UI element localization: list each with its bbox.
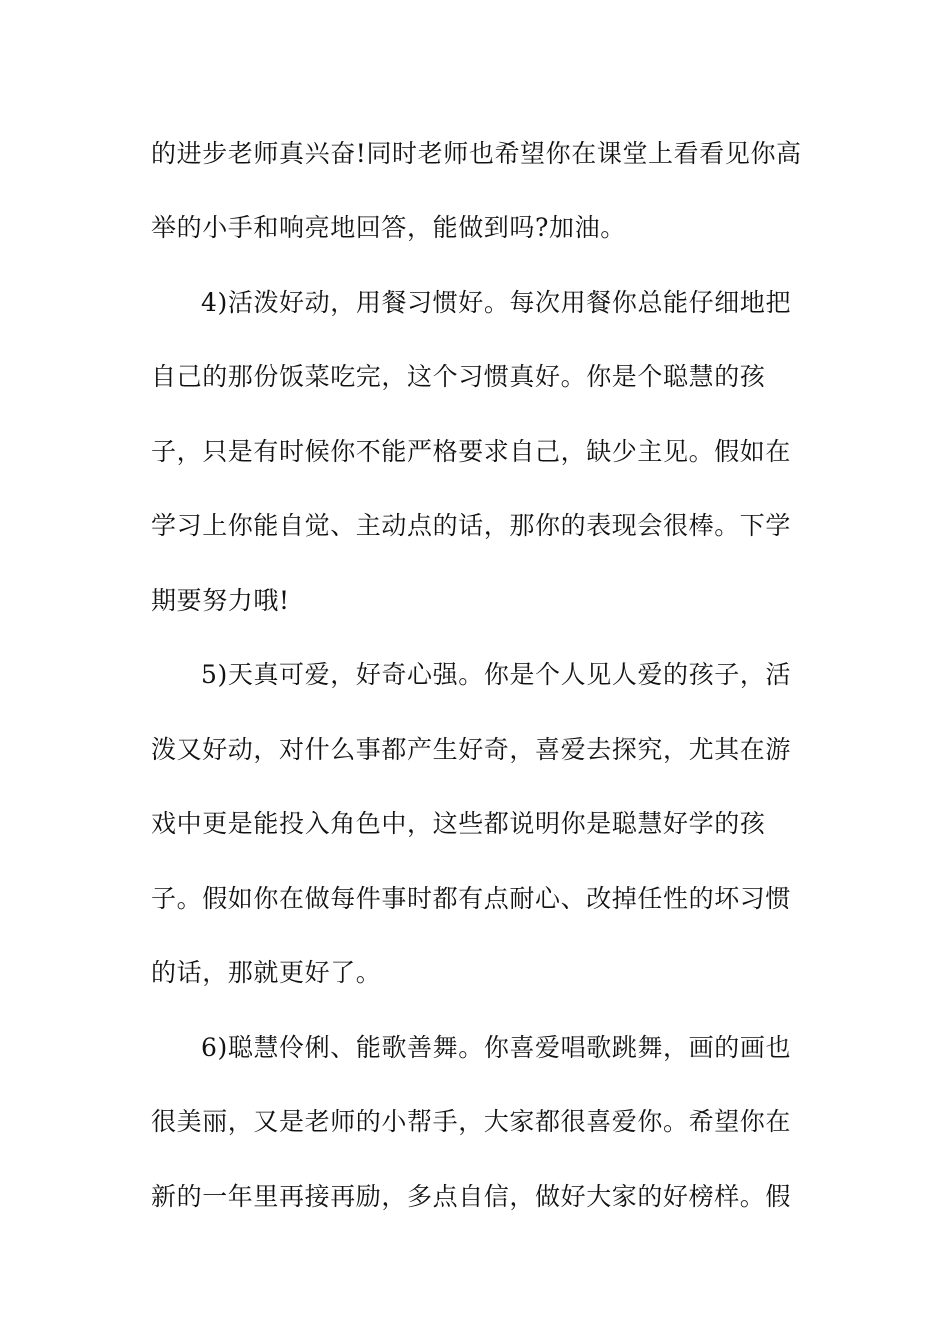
- text-line-1: 的进步老师真兴奋!同时老师也希望你在课堂上看看见你高: [151, 139, 802, 168]
- text-line-10: 戏中更是能投入角色中，这些都说明你是聪慧好学的孩: [151, 809, 766, 838]
- text-line-9: 泼又好动，对什么事都产生好奇，喜爱去探究，尤其在游: [151, 735, 792, 764]
- text-line-12: 的话，那就更好了。: [151, 958, 382, 987]
- paragraph-5-first-line: 5)天真可爱，好奇心强。你是个人见人爱的孩子，活: [201, 660, 792, 689]
- text-line-7: 期要努力哦!: [151, 586, 290, 615]
- paragraph-4-first-line: 4)活泼好动，用餐习惯好。每次用餐你总能仔细地把: [201, 288, 792, 317]
- text-line-6: 学习上你能自觉、主动点的话，那你的表现会很棒。下学: [151, 511, 792, 540]
- text-line-14: 很美丽，又是老师的小帮手，大家都很喜爱你。希望你在: [151, 1107, 792, 1136]
- text-line-15: 新的一年里再接再励，多点自信，做好大家的好榜样。假: [151, 1182, 792, 1211]
- text-line-11: 子。假如你在做每件事时都有点耐心、改掉任性的坏习惯: [151, 884, 792, 913]
- paragraph-6-first-line: 6)聪慧伶俐、能歌善舞。你喜爱唱歌跳舞，画的画也: [201, 1033, 792, 1062]
- text-line-4: 自己的那份饭菜吃完，这个习惯真好。你是个聪慧的孩: [151, 362, 766, 391]
- text-line-5: 子，只是有时候你不能严格要求自己，缺少主见。假如在: [151, 437, 792, 466]
- text-line-2: 举的小手和响亮地回答，能做到吗?加油。: [151, 213, 626, 242]
